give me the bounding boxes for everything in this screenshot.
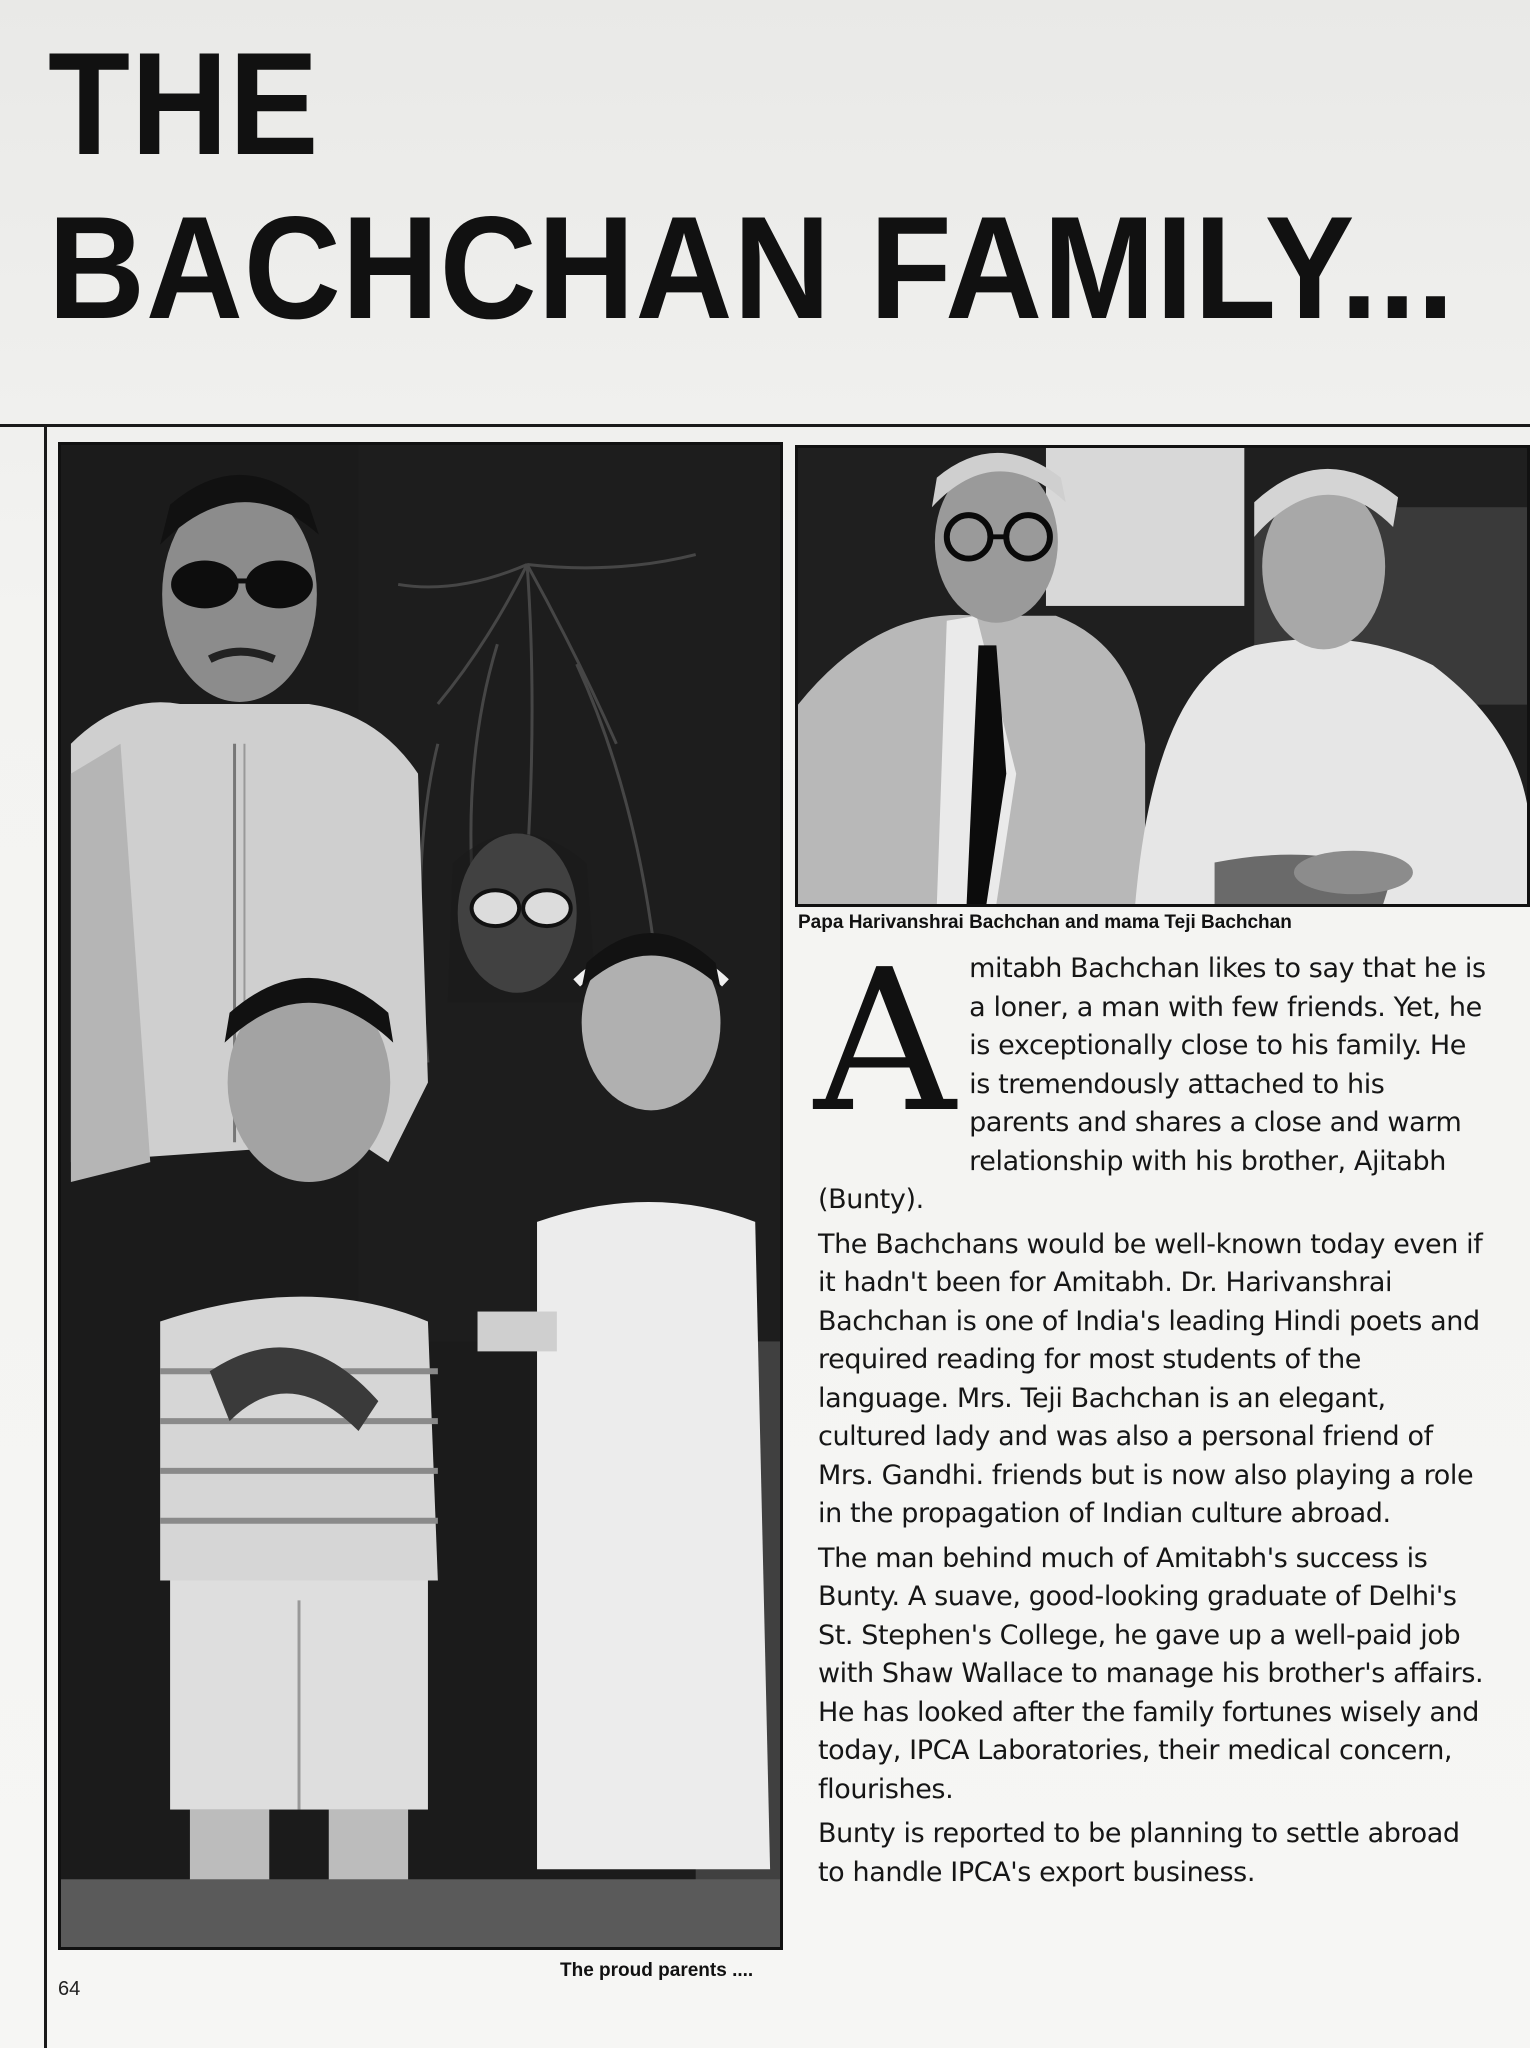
family-photo: [58, 442, 783, 1950]
family-photo-caption: The proud parents ....: [560, 1960, 754, 1981]
headline-line-2: BACHCHAN FAMILY...: [48, 186, 1456, 349]
parents-photo-caption: Papa Harivanshrai Bachchan and mama Teji Bachchan: [798, 912, 1292, 933]
article-paragraph-1: [814, 928, 1486, 1220]
headline-line-1: THE: [48, 22, 320, 185]
article-paragraph-4: Bunty is reported to be planning to settle abroad to handle IPCA's export business.: [818, 1818, 1460, 1888]
page-number: 64: [58, 1978, 81, 2000]
family-photo-image: [61, 445, 780, 1947]
article-paragraph-2: The Bachchans would be well-known today even if it hadn't been for Amitabh. Dr. Harivanshrai Bachchan is one of India's leading Hindi poets and required reading for most students of the language. Mrs. Teji Bachchan is an elegant, cultured lady and was also a personal friend of Mrs. Gandhi. friends but is now also playing a role in the propagation of Indian culture abroad.: [818, 1228, 1483, 1529]
drop-cap: A: [814, 928, 956, 1156]
top-rule: [0, 424, 1530, 427]
article-paragraph-3: The man behind much of Amitabh's success is Bunty. A suave, good-looking graduate of Delhi's St. Stephen's College, he gave up a well-paid job with Shaw Wallace to manage his brother's affairs. He has looked after the family fortunes wisely and today, IPCA Laboratories, their medical concern, flourishes.: [818, 1542, 1484, 1805]
left-rule: [44, 424, 47, 2048]
headline: [48, 22, 1456, 350]
article-paragraph-1-text: mitabh Bachchan likes to say that he is a loner, a man with few friends. Yet, he is exceptionally close to his family. He is tremendously attached to his parents and shares a close and warm relationship with his brother, Ajitabh (Bunty).: [818, 953, 1486, 1215]
parents-photo: [795, 445, 1530, 907]
article-body: [814, 928, 1486, 1898]
parents-photo-image: [798, 448, 1527, 904]
